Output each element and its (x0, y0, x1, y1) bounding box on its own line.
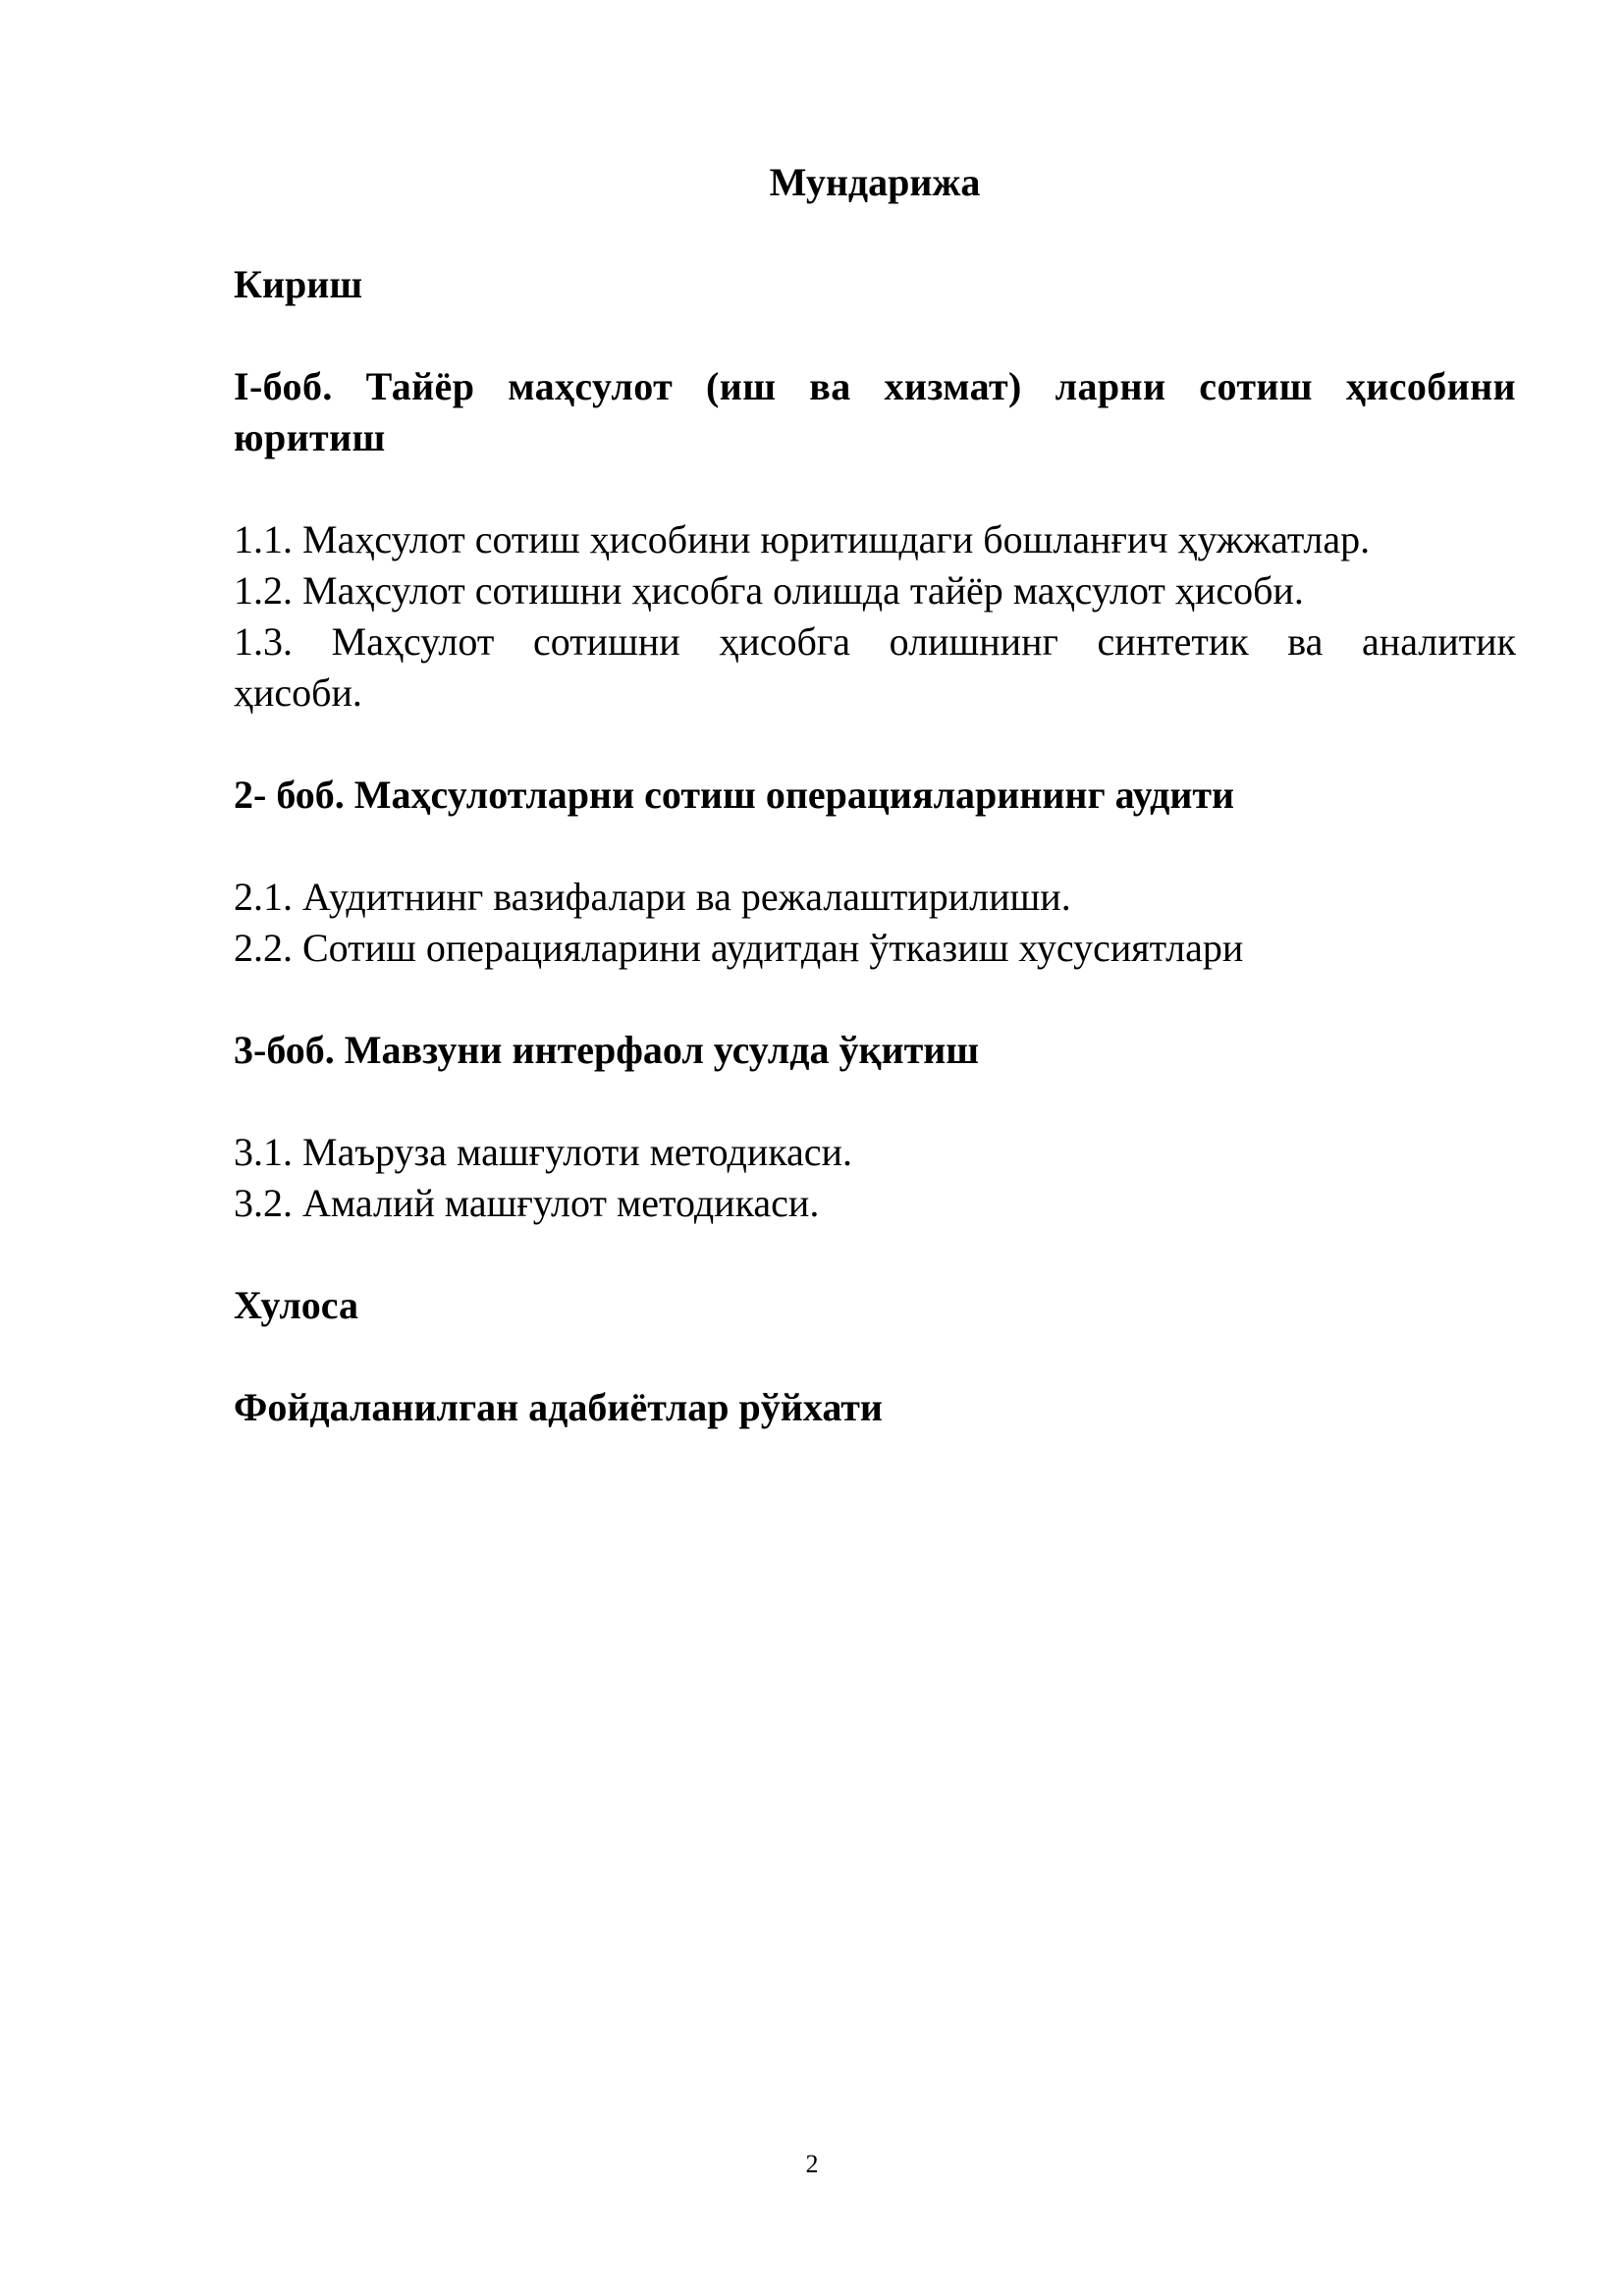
spacer (234, 719, 1516, 770)
spacer (234, 463, 1516, 514)
chapter-1-heading: I-боб. Тайёр маҳсулот (иш ва хизмат) ларни сотиш ҳисобини юритиш (234, 364, 1516, 459)
toc-title: Мундарижа (769, 160, 981, 204)
spacer (234, 1076, 1516, 1127)
spacer (234, 1229, 1516, 1280)
toc-intro: Кириш (234, 262, 363, 306)
chapter-2-heading: 2- боб. Маҳсулотларни сотиш операцияларининг аудити (234, 773, 1235, 817)
spacer (234, 974, 1516, 1025)
spacer (234, 821, 1516, 872)
section-1-1: 1.1. Маҳсулот сотиш ҳисобини юритишдаги бошланғич ҳужжатлар. (234, 517, 1371, 561)
section-1-3: 1.3. Маҳсулот сотишни ҳисобга олишнинг синтетик ва аналитик ҳисоби. (234, 619, 1516, 715)
table-of-contents (234, 147, 1516, 1433)
section-2-2: 2.2. Сотиш операцияларини аудитдан ўтказиш хусусиятлари (234, 926, 1244, 970)
chapter-3-heading: 3-боб. Мавзуни интерфаол усулда ўқитиш (234, 1028, 980, 1072)
section-1-2: 1.2. Маҳсулот сотишни ҳисобга олишда тайёр маҳсулот ҳисоби. (234, 568, 1304, 613)
section-3-1: 3.1. Маъруза машғулоти методикаси. (234, 1130, 852, 1174)
toc-references: Фойдаланилган адабиётлар рўйхати (234, 1385, 883, 1429)
page-number: 2 (805, 2150, 819, 2178)
spacer (234, 208, 1516, 259)
spacer (234, 1331, 1516, 1382)
toc-conclusion: Хулоса (234, 1283, 359, 1327)
section-3-2: 3.2. Амалий машғулот методикаси. (234, 1181, 820, 1225)
spacer (234, 310, 1516, 361)
section-2-1: 2.1. Аудитнинг вазифалари ва режалаштирилиши. (234, 875, 1071, 919)
